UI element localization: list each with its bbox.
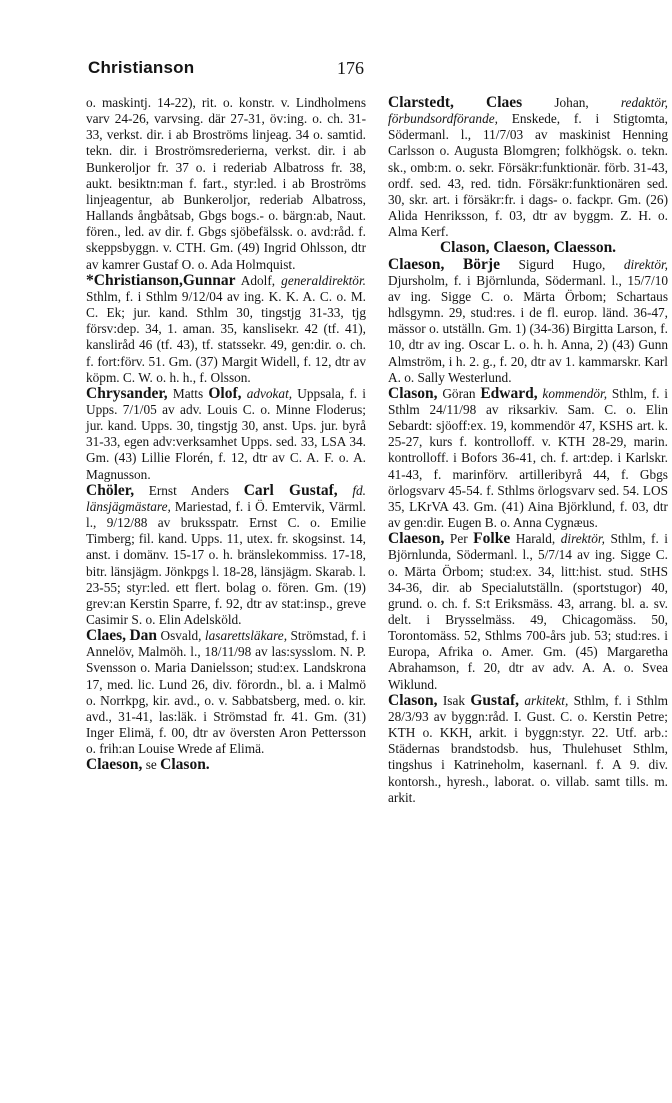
entry-given-names: Matts xyxy=(167,385,209,401)
entry-surname: Clason, xyxy=(388,384,438,402)
xref-see: se xyxy=(145,757,157,773)
biography-entry xyxy=(388,386,668,531)
entry-called-name: Börje xyxy=(462,255,500,273)
biography-entry xyxy=(86,386,366,483)
entry-title: generaldirektör. xyxy=(281,272,366,288)
entry-called-name: Gunnar xyxy=(182,271,236,289)
entry-surname: Claes, xyxy=(86,627,127,645)
entry-text: o. maskintj. 14-22), rit. o. konstr. v. Lindholmens varv 24-26, varvsing. där 27-31, öv:ing. o. ch. 31-33, verkst. dir. i ab Broströms linjeag. 34 o. samtid. tekn. dir. i Broströmsrederierna, verkst. dir. i ab Bunkeroljor fr. 37 o. i rederiab Albatross fr. 38, aukt. besiktn:man f. fart., styr:led. i ab Broströms linjeagentur, ab Bunkeroljor, rederiab Albatross, Hallands ångbåtsab, Gbgs bogs.- o. bärgn:ab, Naut. fören., led. av dir. f. Gbgs sjöbefälssk. o. avd:råd. f. skeppsbyggn. v. CTH. Gm. (49) Ingrid Ohlsson, dtr av kamrer Gustaf O. o. Ada Holmquist. xyxy=(86,95,366,272)
entry-title: fd. länsjägmästare, xyxy=(86,482,366,514)
entry-called-name: Carl Gustaf, xyxy=(243,481,338,499)
entry-called-name: Dan xyxy=(129,627,158,645)
section-heading xyxy=(388,240,668,256)
entry-given-names-after: Johan, xyxy=(522,95,589,110)
entry-given-names: Göran xyxy=(437,385,481,401)
biography-entry xyxy=(388,95,668,240)
entry-given-names xyxy=(444,257,463,272)
entry-title: arkitekt, xyxy=(524,692,569,708)
page-number: 176 xyxy=(337,58,364,78)
entry-called-name: Edward, xyxy=(480,384,538,402)
entry-given-names-after: Sigurd Hugo, xyxy=(499,256,606,272)
entry-given-names: Per xyxy=(444,531,474,547)
entry-given-names-after: Osvald, xyxy=(157,628,202,644)
biography-entry xyxy=(388,257,668,386)
entry-called-name: Olof, xyxy=(208,384,242,402)
entry-given-names: Ernst Anders xyxy=(134,482,244,498)
entry-called-name: Claes xyxy=(486,94,523,111)
entry-surname: Clason, xyxy=(388,691,438,709)
section-heading-text: Clason, Claeson, Claesson. xyxy=(439,239,617,257)
entry-title: advokat, xyxy=(246,385,293,401)
entry-title: kommendör, xyxy=(542,385,608,401)
entry-text: Uppsala, f. i Upps. 7/1/05 av adv. Louis C. o. Minne Floderus; jur. kand. Upps. 30, tingstjg 30, anst. Ups. jur. byrå 31-33, egen adv:verksamhet Upps. sed. 33, LSA 34. Gm. (43) Lillie Florén, f. 12, dtr av C. A. F. o. A. Magnusson. xyxy=(86,385,366,482)
entry-given-names xyxy=(454,95,486,110)
entry-text: Mariestad, f. i Ö. Emtervik, Värml. l., 9/12/88 av bruksspatr. Ernst C. o. Emilie Timberg; fil. kand. Upps. 11, utex. fr. skogsinst. 14, anst. i domänv. 15-17 o. h. bränslekommiss. 17-18, bitr. länsjägm. Jönkpgs l. 18-28, länsjägm. Skarab. l. 23-55; styr:led. ett flert. bolag o. fören. Gm. (19) grev:an Kerstin Sparre, f. 92, dtr av stat:insp., greve Casimir S. o. Elin Adelsköld. xyxy=(86,498,366,627)
entry-title: redaktör, förbundsordförande, xyxy=(388,95,669,127)
entry-text: Sthlm, f. i Sthlm 28/3/93 av byggn:råd. I. Gust. C. o. Kerstin Petre; KTH o. KKH, arkit. i byggn:styr. 22. Utf. arb.: Städernas brandstodsb. hus, Thulehuset Sthlm, tingshus i Katrineholm, kasernanl. f. A 9. div. kontorsh., hyresh., laborat. o. villab. samt tills. m. arkit. xyxy=(388,692,668,805)
entry-continuation xyxy=(86,95,366,273)
running-head: Christianson xyxy=(88,58,195,77)
entry-given-names-after: Harald, xyxy=(510,531,556,547)
entry-surname: Claeson, xyxy=(388,530,445,548)
entry-surname: Clarstedt, xyxy=(388,94,454,111)
entry-given-names: Isak xyxy=(437,692,471,708)
entry-title: lasarettsläkare, xyxy=(204,628,288,644)
entry-given-names-after: Adolf, xyxy=(235,272,276,288)
entry-text: Sthlm, f. i Sthlm 24/11/98 av riksarkiv. Sam. C. o. Elin Sebardt: sjöoff:ex. 19, kommendör 47, KSHS art. k. 25-27, kurs f. kontrolloff. v. KTH 28-29, marin. kontrolloff. i Bofors 36-41, ch. f. art:dep. i Karlskr. 41-43, f. marinförv. artilleribyrå 44, f. Gbgs örlogsvarv 45-54. f. Sthlms örlogsvarv sed. 54. LOS 35, LKrVA 43. Gm. (41) Aina Björklund, f. 03, dtr av gen:dir. Eugen B. o. Anna Cygnæus. xyxy=(388,385,668,531)
cross-reference xyxy=(86,757,366,773)
entry-called-name: Folke xyxy=(473,530,511,548)
page-header xyxy=(0,56,672,86)
entry-surname: *Christianson, xyxy=(86,271,183,289)
entry-title: direktör, xyxy=(623,256,669,272)
left-column xyxy=(86,95,366,774)
entry-title: direktör, xyxy=(560,531,605,547)
entry-text: Sthlm, f. i Björnlunda, Södermanl. l., 5/7/14 av ing. Sigge C. o. Märta Örbom; stud:ex. 34, litt:hist. stud. StHS 34-36, dir. ab Specialutställn. (sportstugor) 40, grund. o. ch. f. S:t Eriksmäss. 43, arrang. bl. a. sv. delt. i Brysselmäss. 49, Chicagomäss. 50, Torontomäss. 52, Sthlms 700-års jub. 53; stud:res. i Europa, Afrika o. Amer. Gm. (45) Margaretha Abrahamson, f. 20, dtr av adv. A. A. o. Svea Wiklund. xyxy=(388,531,669,692)
entry-surname: Chöler, xyxy=(86,481,135,499)
entry-surname: Claeson, xyxy=(388,255,445,273)
entry-text: Strömstad, f. i Annelöv, Malmöh. l., 18/11/98 av las:sysslom. N. P. Svensson o. Maria Danielsson; stud:ex. Landskrona 17, med. lic. Lund 26, div. förordn., bl. a. i Malmö o. Norrkpg, kir. avd., o. v. Sabbatsberg, med. o. kir. avd., 31-41, las:läk. i Strömstad fr. 41. Gm. (31) Inger Elimä, f. 00, dtr av översten Aron Pettersson o. frih:an Louise Wrede af Elimä. xyxy=(86,628,367,757)
right-column xyxy=(388,95,668,806)
entry-text: Enskede, f. i Stigtomta, Södermanl. l., 11/7/03 av maskinist Henning Carlsson o. Augusta Blomgren; folkhögsk. o. tekn. sk., omb:m. o. sekr. Försäkr:funktionär. förb. 31-43, ordf. sed. 43, red. tidn. Försäkr:funktionären sed. 30, skr. art. i försäkr:fr. i dags- o. fackpr. Gm. (26) Alida Henriksson, f. 03, dtr av byggm. Z. H. o. Alma Kerf. xyxy=(388,111,668,240)
biography-entry xyxy=(86,483,366,628)
entry-surname: Chrysander, xyxy=(86,384,168,402)
entry-text: Sthlm, f. i Sthlm 9/12/04 av ing. K. K. A. C. o. M. C. Ek; jur. kand. Sthlm 30, tingstjg 31-33, tjg försv:dep. 34, 1. aman. 35, kanslisekr. 42 (tf. 41), kansliråd 46 (tf. 43), tf. statssekr. 49, gen:dir. o. ch. f. fort:förv. 51. Gm. (37) Margit Widell, f. 12, dtr av köpm. C. W. o. h. h., f. Olsson. xyxy=(86,288,366,385)
xref-target: Clason. xyxy=(160,756,210,774)
biography-entry xyxy=(388,693,668,806)
biography-entry xyxy=(86,273,366,386)
biography-entry xyxy=(388,531,668,693)
entry-called-name: Gustaf, xyxy=(470,691,520,709)
entry-text: Djursholm, f. i Björnlunda, Södermanl. l., 15/7/10 av ing. Sigge C. o. Märta Örbom; Schartaus hdlsgymn. 29, stud:res. i de fl. europ. länd. 36-47, mässor o. utställn. Gm. 1) (34-36) Birgitta Larson, f. 10, dtr av ing. Oscar L. o. h. h. Anna, 2) (43) Gunn Almström, i h. 2. g., f. 20, dtr av 1. kammarskr. Karl A. o. Sally Westerlund. xyxy=(388,272,668,385)
biography-entry xyxy=(86,628,366,757)
xref-name: Claeson, xyxy=(86,756,143,774)
